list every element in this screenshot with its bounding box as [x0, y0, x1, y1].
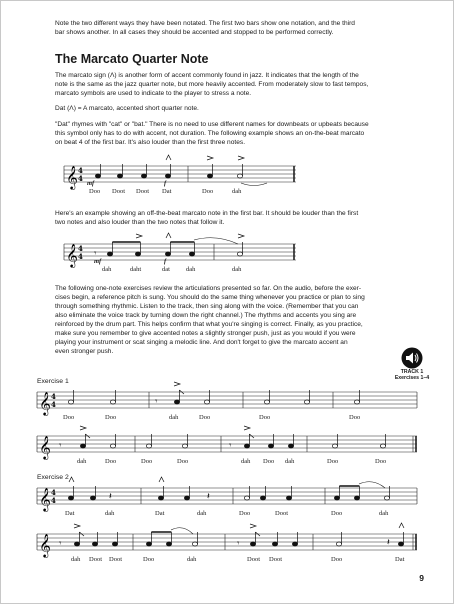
- track-title: TRACK 1: [400, 369, 424, 375]
- music-staff-example-b: [64, 236, 296, 272]
- lyric-syllable: Doot: [89, 556, 102, 563]
- music-staff-exercise-1-row-2: [37, 428, 417, 464]
- text-line: bar shows another. In all cases they should be accented and stopped to be performed correctly.: [55, 29, 334, 36]
- lyric-syllable: dah: [285, 458, 295, 465]
- lyric-syllable: Dat: [65, 510, 75, 517]
- lyric-syllable: dah: [186, 266, 196, 273]
- lyric-syllable: dah: [379, 510, 389, 517]
- lyric-syllable: Dat: [155, 510, 165, 517]
- lyric-syllable: Dat: [162, 188, 172, 195]
- lyric-syllable: Doo: [202, 188, 214, 195]
- lyric-syllable: dah: [77, 458, 87, 465]
- text-line: Here's an example showing an off-the-beat marcato note in the first bar. It should be louder than the first: [55, 210, 359, 217]
- lyric-syllable: Doot: [109, 556, 122, 563]
- text-line: "Dat" rhymes with "cat" or "bat." There is no need to use different names for downbeats or upbeats because: [55, 121, 369, 128]
- music-staff-exercise-2-row-2: [37, 526, 417, 562]
- text-line: Note the two different ways they have been notated. The first two bars show one notation, and the third: [55, 20, 355, 27]
- text-line: this symbol only has to do with accent, not duration. The following example shows an on-the-beat marcato: [55, 130, 365, 137]
- lyric-syllable: dah: [105, 510, 115, 517]
- lyric-syllable: Doot: [247, 556, 260, 563]
- lyric-syllable: Doot: [275, 510, 288, 517]
- text-line: cises begin, a reference pitch is sung. You should do the same thing whenever you practice or plan to sing: [55, 294, 365, 301]
- dynamic-mark: f: [164, 180, 167, 187]
- svg-text:𝄞: 𝄞: [39, 435, 51, 459]
- section-title: The Marcato Quarter Note: [55, 52, 209, 66]
- text-line: marcato symbols are used to indicate to the player to stress a note.: [55, 90, 252, 97]
- svg-text:𝄾: 𝄾: [59, 539, 62, 549]
- lyric-syllable: Doo: [63, 414, 75, 421]
- lyric-syllable: Doo: [89, 188, 101, 195]
- lyric-syllable: daht: [130, 266, 142, 273]
- svg-text:𝄽: 𝄽: [207, 492, 210, 502]
- lyric-syllable: dat: [162, 266, 170, 273]
- lyric-syllable: dah: [232, 266, 242, 273]
- text-line: reinforced by the drum part. This helps confirm that what you're singing is correct. Finally, as you practice,: [55, 321, 363, 328]
- lyric-syllable: Doo: [349, 414, 361, 421]
- text-line: make sure you remember to give accented notes a slightly stronger push, just as you would if you were: [55, 330, 356, 337]
- text-line: through something rhythmic. Listen to the track, then sing along with the voice. (Remember that you can: [55, 303, 359, 310]
- svg-text:4: 4: [51, 392, 56, 401]
- lyric-syllable: Doo: [327, 458, 339, 465]
- lyric-syllable: Doo: [143, 556, 155, 563]
- text-line: two notes and also louder than the two notes that follow it.: [55, 219, 225, 226]
- text-line: even stronger push.: [55, 348, 114, 355]
- svg-text:𝄞: 𝄞: [39, 391, 51, 415]
- music-staff-exercise-2-row-1: [37, 480, 417, 516]
- track-subtitle: Exercises 1–4: [394, 375, 430, 381]
- exercise-1-label: Exercise 1: [37, 378, 69, 385]
- lyric-syllable: dah: [197, 510, 207, 517]
- lyric-syllable: dah: [71, 556, 81, 563]
- svg-text:4: 4: [78, 244, 83, 253]
- dynamic-mark: mf: [87, 180, 95, 187]
- music-staff-exercise-1-row-1: [37, 384, 417, 420]
- exercise-2-label: Exercise 2: [37, 474, 69, 481]
- lyric-syllable: Doo: [105, 414, 117, 421]
- lyric-syllable: Dat: [395, 556, 405, 563]
- lyric-syllable: dah: [102, 266, 112, 273]
- svg-text:4: 4: [78, 252, 83, 261]
- lyric-syllable: dah: [187, 556, 197, 563]
- text-line: also eliminate the voice track by turning down the right channel.) The rhythms and accents you sing are: [55, 312, 357, 319]
- svg-text:𝄞: 𝄞: [39, 533, 51, 557]
- text-line: The following one-note exercises review the articulations presented so far. On the audio, before the exer-: [55, 285, 362, 292]
- lyric-syllable: Doo: [239, 510, 251, 517]
- svg-text:𝄽: 𝄽: [109, 492, 112, 502]
- lyric-syllable: Doot: [269, 556, 282, 563]
- svg-text:4: 4: [78, 174, 83, 183]
- text-line: playing your instrument or scat singing a melodic line. And don't forget to give the marcato accent an: [55, 339, 348, 346]
- dynamic-mark: mf: [94, 258, 102, 265]
- text-line: on beat 4 of the first bar. It's also louder than the first three notes.: [55, 139, 246, 146]
- page-number: 9: [419, 573, 424, 583]
- svg-text:𝄾: 𝄾: [229, 441, 232, 451]
- lyric-syllable: Doo: [375, 458, 387, 465]
- lyric-syllable: Doo: [331, 510, 343, 517]
- svg-text:4: 4: [51, 400, 56, 409]
- lyric-syllable: dah: [232, 188, 242, 195]
- svg-text:𝄞: 𝄞: [66, 243, 78, 267]
- svg-text:𝄾: 𝄾: [237, 539, 240, 549]
- svg-text:𝄾: 𝄾: [59, 441, 62, 451]
- svg-text:4: 4: [51, 488, 56, 497]
- svg-text:4: 4: [51, 496, 56, 505]
- svg-text:𝄾: 𝄾: [94, 249, 97, 259]
- lyric-syllable: Doot: [136, 188, 149, 195]
- svg-text:𝄾: 𝄾: [155, 397, 158, 407]
- lyric-syllable: Doo: [177, 458, 189, 465]
- svg-text:𝄞: 𝄞: [66, 165, 78, 189]
- lyric-syllable: Doo: [263, 458, 275, 465]
- lyric-syllable: Doo: [105, 458, 117, 465]
- lyric-syllable: dah: [169, 414, 179, 421]
- text-line: note is the same as the jazz quarter note, but more heavily accented. From moderately slow to fast tempos,: [55, 81, 369, 88]
- lyric-syllable: dah: [241, 458, 251, 465]
- svg-text:𝄞: 𝄞: [39, 487, 51, 511]
- svg-text:4: 4: [78, 166, 83, 175]
- lyric-syllable: Doot: [112, 188, 125, 195]
- audio-track-badge[interactable]: [388, 347, 436, 381]
- svg-text:𝄽: 𝄽: [387, 538, 390, 548]
- dynamic-mark: f: [164, 258, 167, 265]
- lyric-syllable: Doo: [141, 458, 153, 465]
- speaker-icon: [401, 347, 423, 369]
- text-line: The marcato sign (Λ) is another form of accent commonly found in jazz. It indicates that the length of the: [55, 72, 359, 79]
- music-staff-example-a: [64, 158, 296, 194]
- lyric-syllable: Doo: [331, 556, 343, 563]
- lyric-syllable: Doo: [259, 414, 271, 421]
- lyric-syllable: Doo: [199, 414, 211, 421]
- dat-definition: Dat (Λ) = A marcato, accented short quarter note.: [55, 105, 199, 112]
